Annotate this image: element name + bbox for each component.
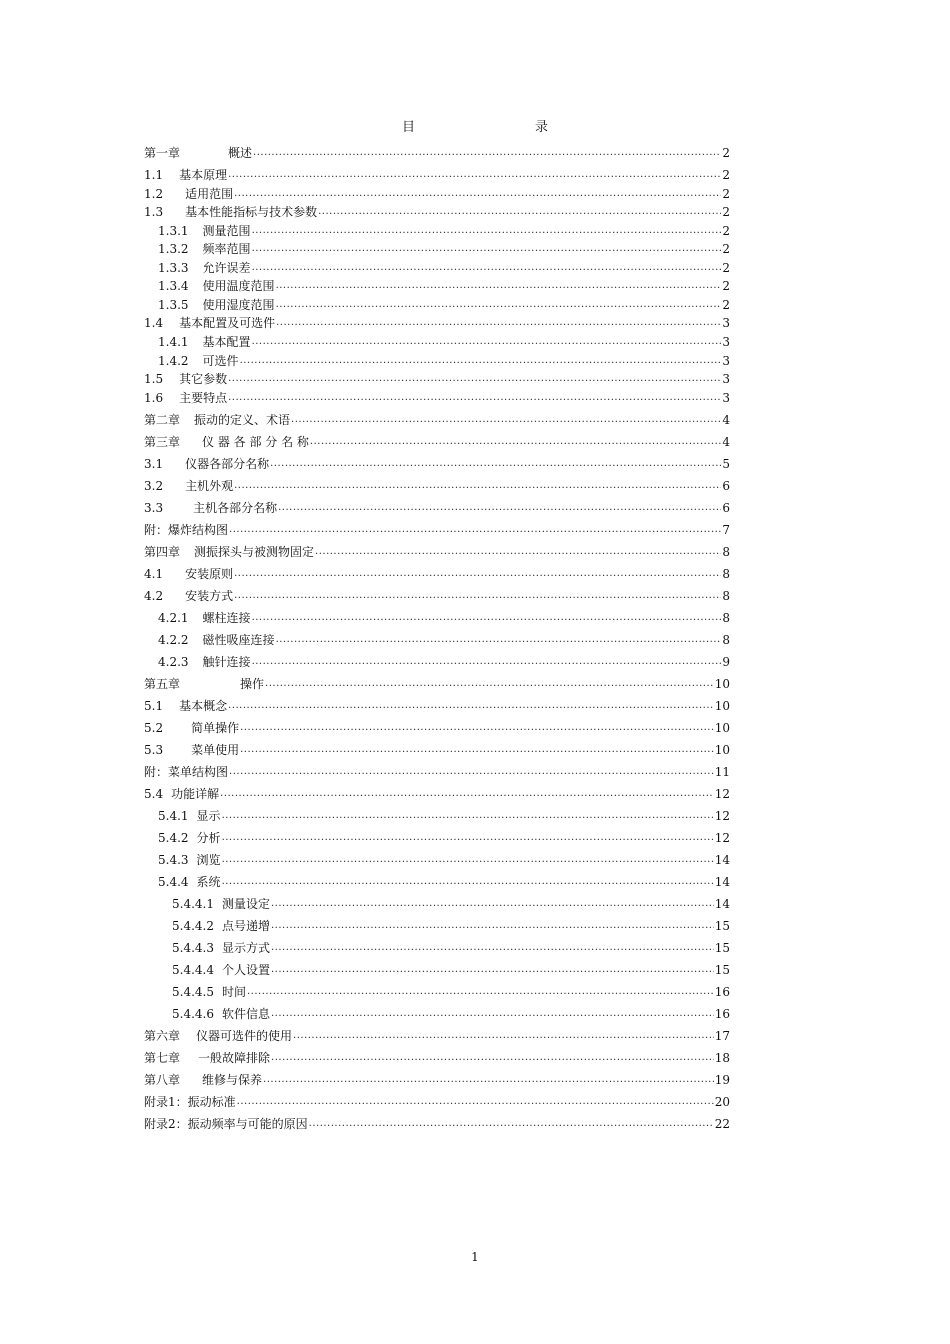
toc-entry-text: 其它参数 <box>179 372 228 386</box>
toc-entry[interactable] <box>158 809 730 823</box>
toc-entry-page: 10 <box>714 721 730 735</box>
page-number: 1 <box>471 1250 479 1264</box>
toc-entry-page: 2 <box>722 279 730 293</box>
toc-entry-page: 10 <box>714 699 730 713</box>
toc-entry[interactable] <box>144 567 730 581</box>
toc-entry-text: 基本性能指标与技术参数 <box>185 205 318 219</box>
toc-leader-dots <box>234 589 721 603</box>
toc-entry-text: 仪 器 各 部 分 名 称 <box>202 435 309 449</box>
toc-leader-dots <box>271 963 714 977</box>
toc-entry[interactable] <box>144 391 730 405</box>
toc-entry-text: 使用温度范围 <box>202 279 275 293</box>
toc-entry-text: 允许误差 <box>202 261 251 275</box>
toc-leader-dots <box>234 479 721 493</box>
toc-entry-page: 3 <box>722 335 730 349</box>
toc-entry[interactable] <box>144 523 730 537</box>
toc-leader-dots <box>252 242 722 256</box>
toc-entry-label <box>144 1095 236 1109</box>
toc-entry-text: 振动标准 <box>187 1095 236 1109</box>
toc-entry-page: 2 <box>722 187 730 201</box>
toc-entry-page: 12 <box>714 831 730 845</box>
toc-entry[interactable] <box>144 316 730 330</box>
toc-entry[interactable] <box>144 743 730 757</box>
toc-entry-page: 4 <box>722 435 730 449</box>
toc-entry-page: 22 <box>714 1117 730 1131</box>
toc-entry[interactable] <box>144 479 730 493</box>
toc-leader-dots <box>276 298 722 312</box>
toc-leader-dots <box>229 765 714 779</box>
toc-entry-label <box>144 765 228 779</box>
toc-title-char-1: 目 <box>401 120 415 135</box>
toc-entry-text: 使用湿度范围 <box>202 298 275 312</box>
toc-entry[interactable] <box>158 875 730 889</box>
toc-entry-number: 5.4 <box>144 787 164 801</box>
toc-entry[interactable] <box>158 831 730 845</box>
toc-entry-page: 17 <box>714 1029 730 1043</box>
toc-entry-page: 14 <box>714 875 730 889</box>
toc-entry-number: 1.3.4 <box>158 279 189 293</box>
toc-entry-page: 9 <box>722 655 730 669</box>
toc-entry-number: 第一章 <box>144 146 181 160</box>
toc-entry-label <box>158 261 251 275</box>
toc-entry-number: 5.4.4.2 <box>172 919 214 933</box>
toc-entry-number: 1.3.2 <box>158 242 189 256</box>
toc-entry-number: 4.2.3 <box>158 655 189 669</box>
toc-entry-text: 基本概念 <box>179 699 228 713</box>
toc-leader-dots <box>240 354 722 368</box>
toc-entry[interactable] <box>144 1117 730 1131</box>
toc-leader-dots <box>228 391 721 405</box>
toc-entry-page: 3 <box>722 354 730 368</box>
toc-entry[interactable] <box>172 919 730 933</box>
toc-entry-page: 11 <box>714 765 730 779</box>
toc-entry-number: 5.4.1 <box>158 809 189 823</box>
toc-entry-page: 5 <box>722 457 730 471</box>
toc-entry-page: 12 <box>714 787 730 801</box>
toc-leader-dots <box>234 567 721 581</box>
toc-entry[interactable] <box>144 721 730 735</box>
toc-entry-page: 8 <box>722 611 730 625</box>
toc-entry-page: 16 <box>714 985 730 999</box>
toc-entry-text: 基本配置 <box>202 335 251 349</box>
toc-entry[interactable] <box>144 677 730 691</box>
toc-entry-label <box>158 335 251 349</box>
toc-entry-page: 19 <box>714 1073 730 1087</box>
toc-entry-label <box>144 567 233 581</box>
toc-entry-number: 5.1 <box>144 699 164 713</box>
toc-leader-dots <box>276 316 721 330</box>
toc-entry-text: 仪器可选件的使用 <box>196 1029 293 1043</box>
toc-entry-page: 20 <box>714 1095 730 1109</box>
toc-entry-number: 3.2 <box>144 479 164 493</box>
toc-entry-number: 附录2： <box>144 1117 188 1131</box>
toc-entry[interactable] <box>172 897 730 911</box>
toc-leader-dots <box>253 146 721 160</box>
toc-leader-dots <box>271 941 714 955</box>
toc-entry-label <box>158 242 251 256</box>
toc-leader-dots <box>240 721 714 735</box>
toc-leader-dots <box>252 655 722 669</box>
toc-entry-number: 1.4 <box>144 316 164 330</box>
toc-entry-label <box>144 205 317 219</box>
toc-entry-page: 15 <box>714 941 730 955</box>
toc-entry-number: 第七章 <box>144 1051 181 1065</box>
toc-entry-number: 5.4.4.1 <box>172 897 214 911</box>
toc-entry-text: 适用范围 <box>185 187 234 201</box>
toc-entry-text: 菜单使用 <box>191 743 240 757</box>
toc-entry-text: 主要特点 <box>179 391 228 405</box>
toc-entry-text: 功能详解 <box>171 787 220 801</box>
toc-entry-text: 频率范围 <box>202 242 251 256</box>
toc-leader-dots <box>252 611 722 625</box>
toc-entry-page: 12 <box>714 809 730 823</box>
toc-leader-dots <box>310 435 721 449</box>
toc-entry-text: 安装方式 <box>185 589 234 603</box>
toc-leader-dots <box>222 831 714 845</box>
toc-entry[interactable] <box>144 765 730 779</box>
toc-entry[interactable] <box>172 963 730 977</box>
toc-entry[interactable] <box>144 205 730 219</box>
toc-entry[interactable] <box>144 1073 730 1087</box>
toc-leader-dots <box>252 224 722 238</box>
toc-leader-dots <box>276 633 722 647</box>
toc-entry-text: 仪器各部分名称 <box>185 457 270 471</box>
toc-entry-page: 2 <box>722 205 730 219</box>
toc-entry[interactable] <box>144 1051 730 1065</box>
toc-entry[interactable] <box>158 611 730 625</box>
toc-entry[interactable] <box>144 413 730 427</box>
toc-entry-page: 6 <box>722 479 730 493</box>
toc-leader-dots <box>263 1073 714 1087</box>
toc-entry[interactable] <box>172 941 730 955</box>
toc-entry-number: 1.6 <box>144 391 164 405</box>
toc-entry-number: 第三章 <box>144 435 181 449</box>
toc-entry-page: 3 <box>722 391 730 405</box>
toc-entry-page: 2 <box>722 242 730 256</box>
toc-entry-label <box>172 1007 270 1021</box>
toc-entry-label <box>144 413 290 427</box>
toc-leader-dots <box>222 853 714 867</box>
toc-leader-dots <box>229 523 721 537</box>
toc-entry-number: 5.4.2 <box>158 831 189 845</box>
toc-entry-page: 7 <box>722 523 730 537</box>
toc-entry-text: 主机各部分名称 <box>193 501 278 515</box>
toc-entry-text: 振动的定义、术语 <box>194 413 291 427</box>
toc-entry-text: 测量设定 <box>221 897 270 911</box>
toc-leader-dots <box>222 809 714 823</box>
toc-entry-label <box>144 457 269 471</box>
toc-entry[interactable] <box>144 168 730 182</box>
toc-leader-dots <box>278 501 721 515</box>
toc-entry-number: 4.1 <box>144 567 164 581</box>
toc-entry-page: 14 <box>714 853 730 867</box>
toc-entry-label <box>158 809 221 823</box>
toc-entry-page: 3 <box>722 372 730 386</box>
toc-entry-text: 操作 <box>240 677 265 691</box>
toc-entry-label <box>144 1051 270 1065</box>
toc-entry[interactable] <box>144 457 730 471</box>
toc-entry-label <box>158 224 251 238</box>
toc-entry-page: 8 <box>722 633 730 647</box>
toc-entry-number: 5.2 <box>144 721 164 735</box>
toc-entry-text: 基本原理 <box>179 168 228 182</box>
toc-leader-dots <box>291 413 721 427</box>
toc-entry[interactable] <box>144 501 730 515</box>
toc-entry-label <box>158 279 275 293</box>
toc-entry-page: 3 <box>722 316 730 330</box>
toc-entry-label <box>158 831 221 845</box>
toc-entry[interactable] <box>144 1029 730 1043</box>
toc-entry-number: 1.3 <box>144 205 164 219</box>
toc-entry-number: 1.5 <box>144 372 164 386</box>
toc-leader-dots <box>271 1007 714 1021</box>
toc-entry-label <box>144 545 314 559</box>
toc-entry-number: 附录1： <box>144 1095 188 1109</box>
toc-entry-page: 8 <box>722 545 730 559</box>
toc-entry-page: 15 <box>714 919 730 933</box>
toc-entry-label <box>144 168 227 182</box>
toc-entry-text: 主机外观 <box>185 479 234 493</box>
toc-entry[interactable] <box>172 1007 730 1021</box>
toc-entry-label <box>172 985 246 999</box>
toc-entry-label <box>144 435 309 449</box>
toc-entry[interactable] <box>158 853 730 867</box>
toc-entry-label <box>144 1117 308 1131</box>
toc-entry-page: 2 <box>722 146 730 160</box>
toc-entry-text: 安装原则 <box>185 567 234 581</box>
toc-entry-label <box>144 699 227 713</box>
toc-entry-number: 3.1 <box>144 457 164 471</box>
toc-leader-dots <box>252 261 722 275</box>
toc-entry-text: 分析 <box>196 831 221 845</box>
toc-leader-dots <box>228 168 721 182</box>
toc-entry-text: 磁性吸座连接 <box>202 633 275 647</box>
toc-entry[interactable] <box>144 787 730 801</box>
toc-entry-number: 4.2.2 <box>158 633 189 647</box>
toc-entry[interactable] <box>144 545 730 559</box>
toc-entry-number: 附： <box>144 523 169 537</box>
toc-leader-dots <box>220 787 714 801</box>
toc-entry[interactable] <box>144 372 730 386</box>
toc-entry-number: 5.4.4.6 <box>172 1007 214 1021</box>
toc-entry-page: 2 <box>722 224 730 238</box>
toc-entry-label <box>158 354 239 368</box>
toc-leader-dots <box>237 1095 714 1109</box>
toc-leader-dots <box>240 743 714 757</box>
toc-entry-text: 个人设置 <box>221 963 270 977</box>
toc-leader-dots <box>271 1051 714 1065</box>
toc-entry-text: 测振探头与被测物固定 <box>194 545 315 559</box>
toc-entry-text: 简单操作 <box>191 721 240 735</box>
toc-entry-text: 维修与保养 <box>202 1073 263 1087</box>
toc-entry-text: 点号递增 <box>221 919 270 933</box>
toc-entry-label <box>172 919 270 933</box>
toc-entry-number: 1.3.5 <box>158 298 189 312</box>
toc-entry-text: 测量范围 <box>202 224 251 238</box>
toc-entry-label <box>144 1073 262 1087</box>
toc-entry-number: 4.2.1 <box>158 611 189 625</box>
toc-entry-label <box>158 633 275 647</box>
toc-leader-dots <box>270 457 721 471</box>
toc-entry-number: 第二章 <box>144 413 181 427</box>
toc-entry-text: 软件信息 <box>221 1007 270 1021</box>
toc-entry-page: 18 <box>714 1051 730 1065</box>
toc-entry-label <box>158 298 275 312</box>
toc-entry-text: 可选件 <box>202 354 239 368</box>
toc-entry-text: 振动频率与可能的原因 <box>187 1117 308 1131</box>
toc-entry-text: 螺柱连接 <box>202 611 251 625</box>
toc-entry[interactable] <box>158 354 730 368</box>
toc-entry-number: 5.4.4 <box>158 875 189 889</box>
toc-entry-page: 16 <box>714 1007 730 1021</box>
toc-entry-label <box>172 963 270 977</box>
toc-leader-dots <box>247 985 714 999</box>
toc-entry-label <box>144 523 228 537</box>
toc-entry[interactable] <box>172 985 730 999</box>
toc-entry-number: 5.4.4.3 <box>172 941 214 955</box>
toc-entry-number: 3.3 <box>144 501 164 515</box>
toc-entry-label <box>144 743 239 757</box>
toc-entry-label <box>144 391 227 405</box>
toc-entry-text: 显示 <box>196 809 221 823</box>
toc-entry[interactable] <box>158 633 730 647</box>
toc-entry-label <box>172 941 270 955</box>
toc-entry[interactable] <box>158 242 730 256</box>
toc-entry-text: 显示方式 <box>221 941 270 955</box>
toc-leader-dots <box>228 372 721 386</box>
toc-entry-text: 基本配置及可选件 <box>179 316 276 330</box>
toc-entry-number: 第八章 <box>144 1073 181 1087</box>
toc-entry-label <box>144 316 275 330</box>
toc-entry-number: 第四章 <box>144 545 181 559</box>
toc-entry-text: 一般故障排除 <box>198 1051 271 1065</box>
toc-entry[interactable] <box>144 589 730 603</box>
toc-leader-dots <box>293 1029 714 1043</box>
toc-entry-number: 1.1 <box>144 168 164 182</box>
toc-entry-number: 1.4.2 <box>158 354 189 368</box>
toc-entry-page: 2 <box>722 261 730 275</box>
toc-entry[interactable] <box>158 655 730 669</box>
toc-entry[interactable] <box>144 435 730 449</box>
toc-entry[interactable] <box>158 224 730 238</box>
toc-entry-number: 5.4.4.5 <box>172 985 214 999</box>
toc-entry-label <box>144 721 239 735</box>
toc-entry[interactable] <box>144 1095 730 1109</box>
toc-entry-number: 4.2 <box>144 589 164 603</box>
toc-entry-label <box>144 187 233 201</box>
toc-entry-page: 10 <box>714 743 730 757</box>
toc-entry-label <box>144 372 227 386</box>
toc-entry[interactable] <box>144 187 730 201</box>
toc-entry-label <box>158 655 251 669</box>
toc-entry[interactable] <box>158 261 730 275</box>
toc-entry-page: 2 <box>722 298 730 312</box>
toc-leader-dots <box>271 919 714 933</box>
toc-entry-page: 10 <box>714 677 730 691</box>
toc-entry-number: 1.2 <box>144 187 164 201</box>
toc-entry-page: 14 <box>714 897 730 911</box>
toc-entry-page: 15 <box>714 963 730 977</box>
toc-entry-label <box>158 853 221 867</box>
toc-entry-number: 5.4.4.4 <box>172 963 214 977</box>
toc-entry-label <box>144 1029 292 1043</box>
toc-entry-label <box>144 479 233 493</box>
toc-leader-dots <box>309 1117 714 1131</box>
toc-entry-text: 时间 <box>221 985 246 999</box>
toc-entry-number: 5.4.3 <box>158 853 189 867</box>
toc-entry-number: 1.4.1 <box>158 335 189 349</box>
toc-leader-dots <box>265 677 714 691</box>
toc-entry[interactable] <box>144 146 730 160</box>
toc-entry-text: 爆炸结构图 <box>168 523 229 537</box>
toc-leader-dots <box>276 279 722 293</box>
toc-entry-text: 浏览 <box>196 853 221 867</box>
toc-entry-page: 4 <box>722 413 730 427</box>
toc-entry-label <box>144 146 252 160</box>
toc-entry-number: 附： <box>144 765 169 779</box>
toc-title <box>0 116 950 135</box>
toc-leader-dots <box>228 699 714 713</box>
toc-entry-label <box>172 897 270 911</box>
toc-entry-page: 2 <box>722 168 730 182</box>
toc-entry-label <box>144 501 277 515</box>
toc-entry-page: 6 <box>722 501 730 515</box>
toc-entry-label <box>144 589 233 603</box>
toc-entry-text: 概述 <box>228 146 253 160</box>
toc-entry-page: 8 <box>722 589 730 603</box>
toc-leader-dots <box>252 335 722 349</box>
toc-entry-page: 8 <box>722 567 730 581</box>
toc-entry-number: 1.3.1 <box>158 224 189 238</box>
toc-entry-label <box>158 611 251 625</box>
toc-entry-label <box>144 787 219 801</box>
toc-leader-dots <box>315 545 721 559</box>
toc-entry[interactable] <box>144 699 730 713</box>
toc-entry-text: 系统 <box>196 875 221 889</box>
toc-entry-text: 触针连接 <box>202 655 251 669</box>
toc-leader-dots <box>222 875 714 889</box>
toc-entry[interactable] <box>158 335 730 349</box>
toc-entry-number: 第六章 <box>144 1029 181 1043</box>
toc-leader-dots <box>234 187 721 201</box>
toc-entry-number: 第五章 <box>144 677 181 691</box>
toc-entry[interactable] <box>158 279 730 293</box>
toc-entry-label <box>144 677 264 691</box>
toc-entry-text: 菜单结构图 <box>168 765 229 779</box>
toc-entry-number: 5.3 <box>144 743 164 757</box>
toc-title-char-2: 录 <box>535 120 549 135</box>
toc-entry-number: 1.3.3 <box>158 261 189 275</box>
toc-entry[interactable] <box>158 298 730 312</box>
toc-leader-dots <box>318 205 721 219</box>
toc-entry-label <box>158 875 221 889</box>
toc-leader-dots <box>271 897 714 911</box>
